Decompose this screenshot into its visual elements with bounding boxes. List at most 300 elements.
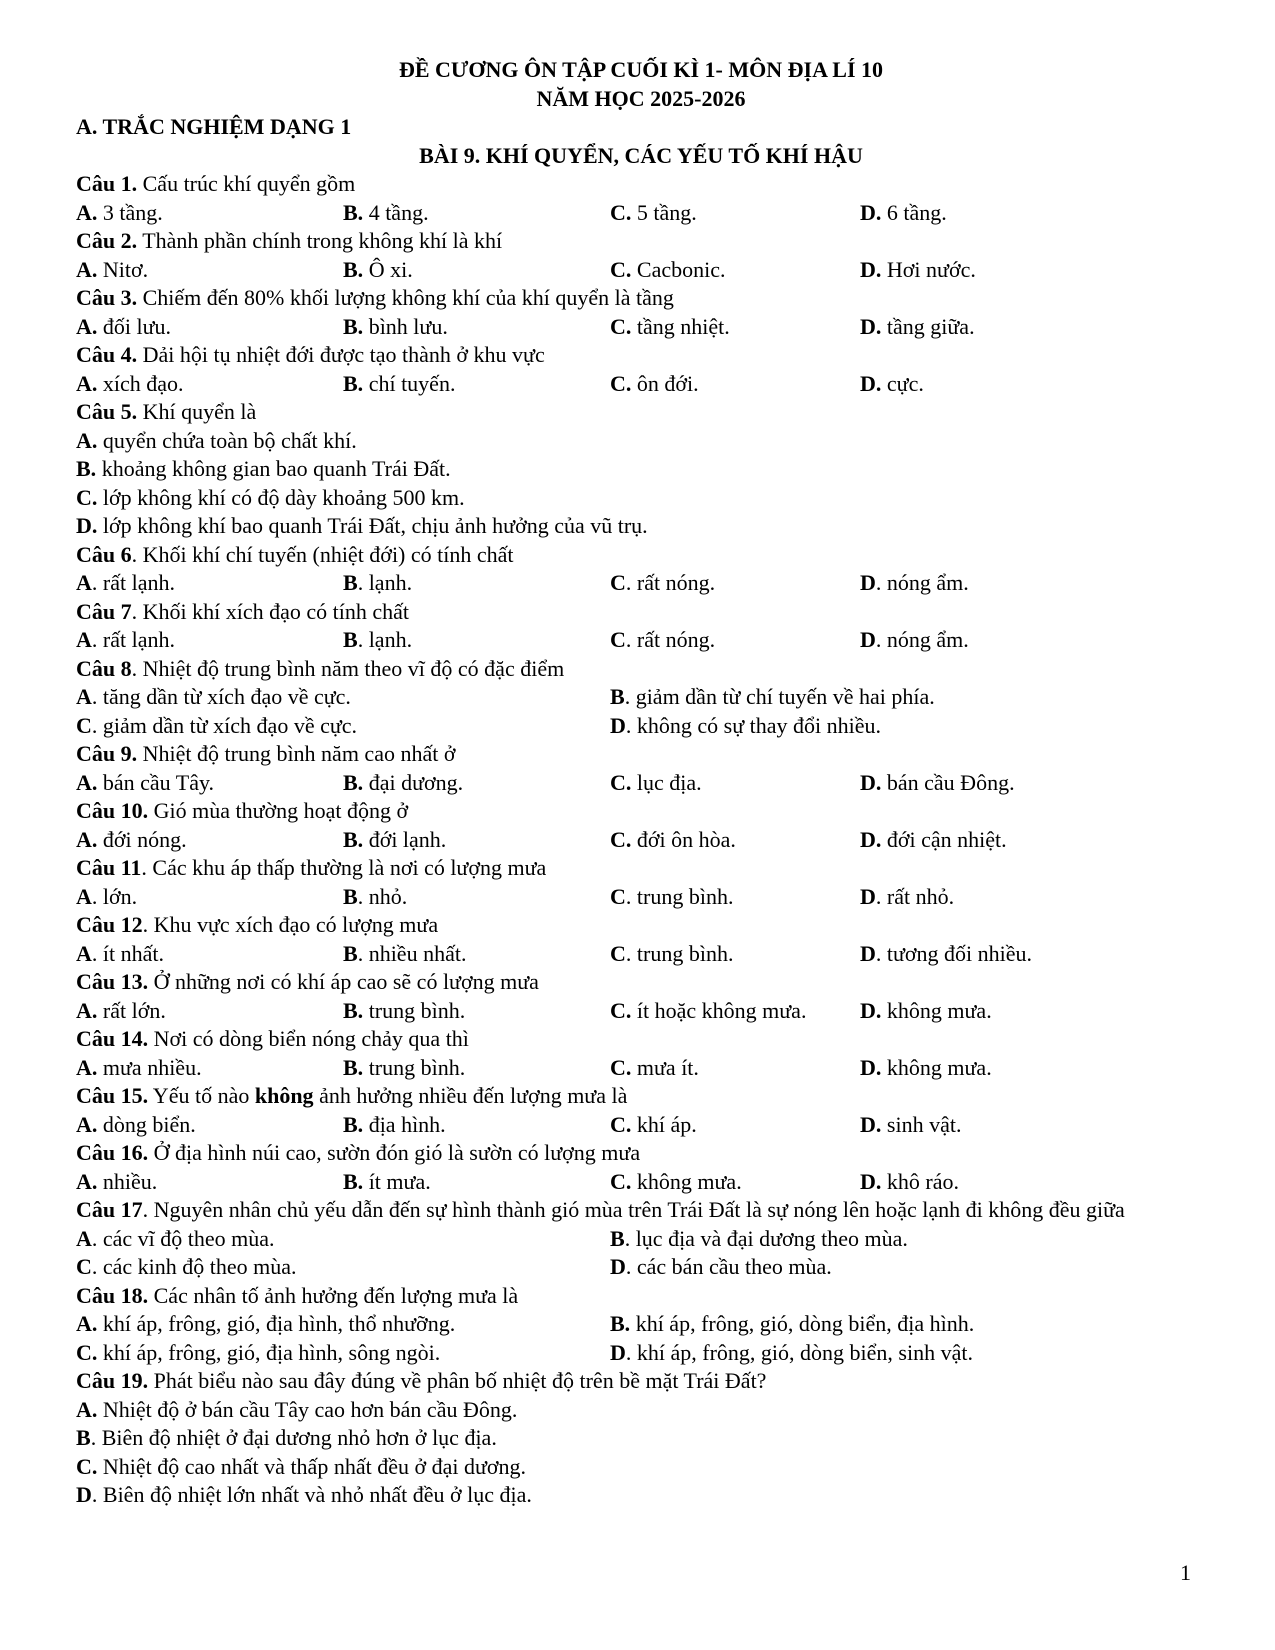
question-stem [76,541,1206,570]
options-row [76,370,1206,399]
answer-option [860,883,1127,912]
options-row [76,199,1206,228]
option-letter: D. [860,313,882,339]
question-list [76,170,1206,1510]
option-text: quyển chứa toàn bộ chất khí. [97,427,357,453]
option-text: . nhiều nhất. [357,940,467,966]
options-row [76,1225,1206,1254]
question-text: Nơi có dòng biển nóng chảy qua thì [148,1026,469,1051]
option-text: lớp không khí bao quanh Trái Đất, chịu ảnh hưởng của vũ trụ. [97,513,648,538]
option-text: khí áp, frông, gió, dòng biển, địa hình. [630,1311,975,1336]
option-letter: A. [76,256,98,282]
answer-option [610,683,1144,712]
document-title: ĐỀ CƯƠNG ÔN TẬP CUỐI KÌ 1- MÔN ĐỊA LÍ 10 [398,57,884,82]
option-text: đới ôn hòa. [631,826,736,852]
question-number: Câu 3. [76,285,138,310]
option-letter: B. [343,256,364,282]
answer-option [76,484,1206,513]
question-text: Cấu trúc khí quyển gồm [137,171,356,196]
answer-option [76,1111,343,1140]
option-text: . các bán cầu theo mùa. [625,1254,832,1279]
option-letter: A [76,627,92,652]
answer-option [76,1168,343,1197]
option-letter: B [76,1425,91,1450]
options-row [76,256,1206,285]
answer-option [610,199,860,228]
answer-option [343,826,610,855]
option-text: bán cầu Tây. [97,769,215,795]
question-text: . Khu vực xích đạo có lượng mưa [142,912,439,937]
question-text: Khí quyển là [137,399,257,424]
option-text: đới nóng. [97,826,187,852]
option-text: dòng biển. [97,1111,196,1137]
option-text: khí áp. [631,1111,697,1137]
options-row [76,1253,1206,1282]
question-number: Câu 10. [76,798,149,823]
answer-option [343,1111,610,1140]
option-text: tầng nhiệt. [631,313,730,339]
answer-option [860,1054,1127,1083]
option-letter: B. [343,1111,364,1137]
options-row [76,997,1206,1026]
answer-option [76,427,1206,456]
option-letter: D [860,940,876,966]
options-row [76,712,1206,741]
option-letter: B. [610,1311,631,1336]
option-text: đối lưu. [97,313,172,339]
question-number: Câu 13. [76,969,149,994]
option-letter: C. [610,370,632,396]
option-letter: D [610,1339,626,1365]
option-letter: C [610,627,626,652]
answer-option [76,370,343,399]
option-text: . lạnh. [357,570,413,595]
question-text: Yếu tố nào [148,1083,255,1108]
question-text: Gió mùa thường hoạt động ở [148,798,409,823]
question-stem [76,1082,1206,1111]
answer-option [610,1339,1144,1368]
answer-option [343,313,610,342]
option-letter: B. [76,456,97,481]
option-text: Hơi nước. [881,256,976,282]
option-letter: D [860,883,876,909]
option-letter: C. [610,1111,632,1137]
option-letter: A. [76,826,98,852]
option-text: không mưa. [881,997,992,1023]
answer-option [76,1253,610,1282]
options-row [76,883,1206,912]
question-stem [76,797,1206,826]
question-stem [76,1139,1206,1168]
option-letter: D. [860,997,882,1023]
option-letter: C [76,1254,92,1279]
option-text: . rất lạnh. [91,570,175,595]
answer-option [860,769,1127,798]
option-text: sinh vật. [881,1111,962,1137]
answer-option [76,1481,1206,1510]
option-letter: D. [860,370,882,396]
option-letter: A. [76,769,98,795]
option-letter: B [343,883,358,909]
answer-option [76,569,343,598]
option-text: Nhiệt độ ở bán cầu Tây cao hơn bán cầu Đông. [97,1396,518,1422]
question-number: Câu 5. [76,399,138,424]
answer-option [610,940,860,969]
question-number: Câu 4. [76,342,138,367]
options-row [76,569,1206,598]
answer-option [343,626,610,655]
option-letter: A [76,684,92,709]
option-text: . các kinh độ theo mùa. [91,1254,297,1279]
option-letter: C [610,883,626,909]
question-stem [76,911,1206,940]
answer-option [76,769,343,798]
options-row [76,1168,1206,1197]
options-row [76,826,1206,855]
answer-option [610,569,860,598]
option-letter: D [610,712,626,738]
answer-option [860,997,1127,1026]
answer-option [610,883,860,912]
answer-option [76,683,610,712]
answer-option [76,199,343,228]
option-text: Cacbonic. [631,256,726,282]
answer-option [860,1168,1127,1197]
answer-option [343,569,610,598]
option-letter: C. [610,826,632,852]
option-text: . nóng ẩm. [875,570,969,595]
option-letter: B. [343,199,364,225]
option-letter: A. [76,313,98,339]
option-text: . rất lạnh. [91,627,175,652]
answer-option [76,940,343,969]
option-text: . rất nhỏ. [875,883,955,909]
option-text: đới cận nhiệt. [881,826,1007,852]
option-letter: A. [76,1396,98,1422]
option-text: mưa ít. [631,1054,699,1080]
option-text: chí tuyến. [363,370,456,396]
option-letter: A [76,1225,92,1251]
question-text: Chiếm đến 80% khối lượng không khí của khí quyển là tầng [137,285,674,310]
option-text: . ít nhất. [91,940,164,966]
question-stem [76,170,1206,199]
option-letter: B. [343,769,364,795]
question-text-emphasis: không [254,1083,314,1108]
question-number: Câu 15. [76,1083,149,1108]
question-number: Câu 1. [76,171,138,196]
option-letter: B. [343,1054,364,1080]
answer-option [610,626,860,655]
answer-option [860,1111,1127,1140]
option-letter: A. [76,1311,98,1336]
question-text: Nhiệt độ trung bình năm cao nhất ở [137,741,456,766]
option-letter: C. [610,313,632,339]
answer-option [76,1453,1206,1482]
option-text: . giảm dần từ chí tuyến về hai phía. [624,684,935,709]
option-text: 6 tầng. [881,199,947,225]
options-row [76,313,1206,342]
option-text: lớp không khí có độ dày khoảng 500 km. [97,484,465,510]
option-text: . các vĩ độ theo mùa. [91,1225,275,1251]
answer-option [860,626,1127,655]
question-stem [76,1196,1206,1225]
option-text: ít hoặc không mưa. [631,997,807,1023]
option-letter: A. [76,199,98,225]
question-text: Thành phần chính trong không khí là khí [137,228,503,253]
question-number: Câu 16. [76,1140,149,1165]
option-letter: A. [76,370,98,396]
answer-option [343,997,610,1026]
question-number: Câu 2. [76,228,138,253]
option-letter: B. [343,370,364,396]
question-text: . Khối khí chí tuyến (nhiệt đới) có tính chất [131,541,514,567]
option-letter: B [343,627,358,652]
section-heading: A. TRẮC NGHIỆM DẠNG 1 [76,114,352,139]
answer-option [610,997,860,1026]
question-number: Câu 11 [76,855,142,880]
option-letter: B. [343,1168,364,1194]
answer-option [610,769,860,798]
answer-option [610,712,1144,741]
options-row [76,626,1206,655]
option-text: ít mưa. [363,1168,431,1194]
option-letter: B [343,940,358,966]
option-text: cực. [881,370,924,396]
option-letter: A. [76,997,98,1023]
option-letter: D. [860,1168,882,1194]
option-text: bán cầu Đông. [881,769,1015,795]
option-text: khoảng không gian bao quanh Trái Đất. [96,456,451,481]
answer-option [76,1054,343,1083]
option-letter: A [76,883,92,909]
question-number: Câu 14. [76,1026,149,1051]
option-text: lục địa. [631,769,702,795]
option-letter: D. [860,1111,882,1137]
option-letter: A. [76,427,98,453]
option-text: . tương đối nhiều. [875,940,1033,966]
answer-option [610,256,860,285]
question-stem [76,598,1206,627]
answer-option [343,370,610,399]
options-row [76,940,1206,969]
answer-option [343,1168,610,1197]
option-letter: B [343,570,358,595]
answer-option [76,626,343,655]
answer-option [860,256,1127,285]
option-text: đới lạnh. [363,826,447,852]
option-text: mưa nhiều. [97,1054,202,1080]
question-text: . Nguyên nhân chủ yếu dẫn đến sự hình thành gió mùa trên Trái Đất là sự nóng lên hoặc lạnh đi không đều giữa [142,1197,1125,1222]
option-letter: D. [860,199,882,225]
option-text: Ô xi. [363,256,413,282]
options-row [76,1339,1206,1368]
answer-option [343,769,610,798]
answer-option [860,199,1127,228]
option-text: rất lớn. [97,997,166,1023]
answer-option [343,940,610,969]
option-letter: B [610,1225,625,1251]
answer-option [76,313,343,342]
answer-option [860,370,1127,399]
school-year: NĂM HỌC 2025-2026 [536,85,746,111]
answer-option [610,1054,860,1083]
option-letter: D. [860,769,882,795]
question-text: ảnh hưởng nhiều đến lượng mưa là [313,1083,628,1108]
option-text: . lục địa và đại dương theo mùa. [624,1225,908,1251]
option-text: không mưa. [881,1054,992,1080]
question-text: . Khối khí xích đạo có tính chất [131,598,410,624]
option-text: 4 tầng. [363,199,429,225]
question-number: Câu 17 [76,1197,143,1222]
answer-option [76,997,343,1026]
option-letter: C [76,712,92,738]
answer-option [860,826,1127,855]
answer-option [76,1396,1206,1425]
document-page [76,56,1206,1510]
option-letter: D [76,1482,92,1507]
answer-option [76,455,1206,484]
option-letter: D. [860,826,882,852]
option-text: khô ráo. [881,1168,959,1194]
option-text: địa hình. [363,1111,446,1137]
option-letter: A [76,570,92,595]
option-text: không mưa. [631,1168,742,1194]
option-letter: C [610,940,626,966]
options-row [76,1111,1206,1140]
question-number: Câu 9. [76,741,138,766]
option-text: khí áp, frông, gió, địa hình, sông ngòi. [97,1339,441,1365]
answer-option [343,199,610,228]
page-number: 1 [1180,1560,1191,1585]
question-stem [76,854,1206,883]
option-letter: C. [76,1453,98,1479]
option-text: trung bình. [363,1054,466,1080]
option-letter: B. [343,997,364,1023]
answer-option [76,256,343,285]
question-number: Câu 19. [76,1368,149,1393]
option-text: . rất nóng. [625,627,716,652]
answer-option [343,256,610,285]
option-text: . nóng ẩm. [875,627,969,652]
option-letter: C. [610,199,632,225]
answer-option [610,1168,860,1197]
option-text: 5 tầng. [631,199,697,225]
option-letter: B. [343,826,364,852]
answer-option [610,1111,860,1140]
question-number: Câu 7 [76,598,132,624]
option-text: Nhiệt độ cao nhất và thấp nhất đều ở đại dương. [97,1453,527,1479]
question-stem [76,1025,1206,1054]
answer-option [76,712,610,741]
answer-option [343,1054,610,1083]
option-text: . lạnh. [357,627,413,652]
option-text: . không có sự thay đổi nhiều. [625,712,882,738]
question-text: Dải hội tụ nhiệt đới được tạo thành ở khu vực [137,342,545,367]
option-letter: A. [76,1054,98,1080]
option-letter: D. [860,256,882,282]
question-stem [76,284,1206,313]
answer-option [610,826,860,855]
option-letter: D [860,627,876,652]
question-stem [76,740,1206,769]
option-letter: A. [76,1168,98,1194]
option-text: khí áp, frông, gió, địa hình, thổ nhưỡng. [97,1311,456,1336]
question-text: . Nhiệt độ trung bình năm theo vĩ độ có đặc điểm [131,655,565,681]
options-row [76,769,1206,798]
answer-option [610,1253,1144,1282]
option-letter: A. [76,1111,98,1137]
option-letter: C [610,570,626,595]
option-letter: C. [610,256,632,282]
option-text: . rất nóng. [625,570,716,595]
option-letter: C. [610,769,632,795]
option-letter: A [76,940,92,966]
question-stem [76,1282,1206,1311]
question-number: Câu 18. [76,1282,149,1308]
answer-option [76,1339,610,1368]
question-stem [76,1367,1206,1396]
options-row [76,683,1206,712]
option-text: . khí áp, frông, gió, dòng biển, sinh vật. [625,1339,973,1365]
option-letter: D [610,1254,626,1279]
options-row [76,1310,1206,1339]
option-letter: C. [76,1339,98,1365]
option-text: 3 tầng. [97,199,163,225]
option-letter: B. [343,313,364,339]
option-letter: D. [76,513,98,538]
option-letter: D [860,570,876,595]
option-letter: D. [860,1054,882,1080]
option-letter: C. [610,1168,632,1194]
option-letter: C. [76,484,98,510]
question-text: Các nhân tố ảnh hưởng đến lượng mưa là [148,1282,519,1308]
answer-option [76,512,1206,541]
answer-option [76,1225,610,1254]
question-stem [76,968,1206,997]
question-number: Câu 12 [76,912,143,937]
answer-option [610,1225,1144,1254]
answer-option [610,1310,1144,1339]
option-text: ôn đới. [631,370,699,396]
option-text: . trung bình. [625,883,734,909]
answer-option [76,1424,1206,1453]
option-letter: C. [610,1054,632,1080]
answer-option [610,313,860,342]
question-stem [76,341,1206,370]
option-text: . lớn. [91,883,138,909]
option-text: xích đạo. [97,370,184,396]
option-text: nhiều. [97,1168,158,1194]
option-text: bình lưu. [363,313,448,339]
lesson-heading: BÀI 9. KHÍ QUYỂN, CÁC YẾU TỐ KHÍ HẬU [419,142,863,168]
answer-option [76,883,343,912]
option-text: . Biên độ nhiệt lớn nhất và nhỏ nhất đều ở lục địa. [91,1482,532,1507]
answer-option [860,313,1127,342]
option-text: . tăng dần từ xích đạo về cực. [91,684,351,709]
option-text: trung bình. [363,997,466,1023]
option-text: Nitơ. [97,256,149,282]
question-stem [76,227,1206,256]
answer-option [610,370,860,399]
option-text: . nhỏ. [357,883,408,909]
answer-option [343,883,610,912]
question-number: Câu 8 [76,655,132,681]
option-letter: B [610,684,625,709]
option-text: . giảm dần từ xích đạo về cực. [91,712,358,738]
question-number: Câu 6 [76,541,132,567]
answer-option [76,826,343,855]
question-text: Ở địa hình núi cao, sườn đón gió là sườn có lượng mưa [148,1140,641,1165]
